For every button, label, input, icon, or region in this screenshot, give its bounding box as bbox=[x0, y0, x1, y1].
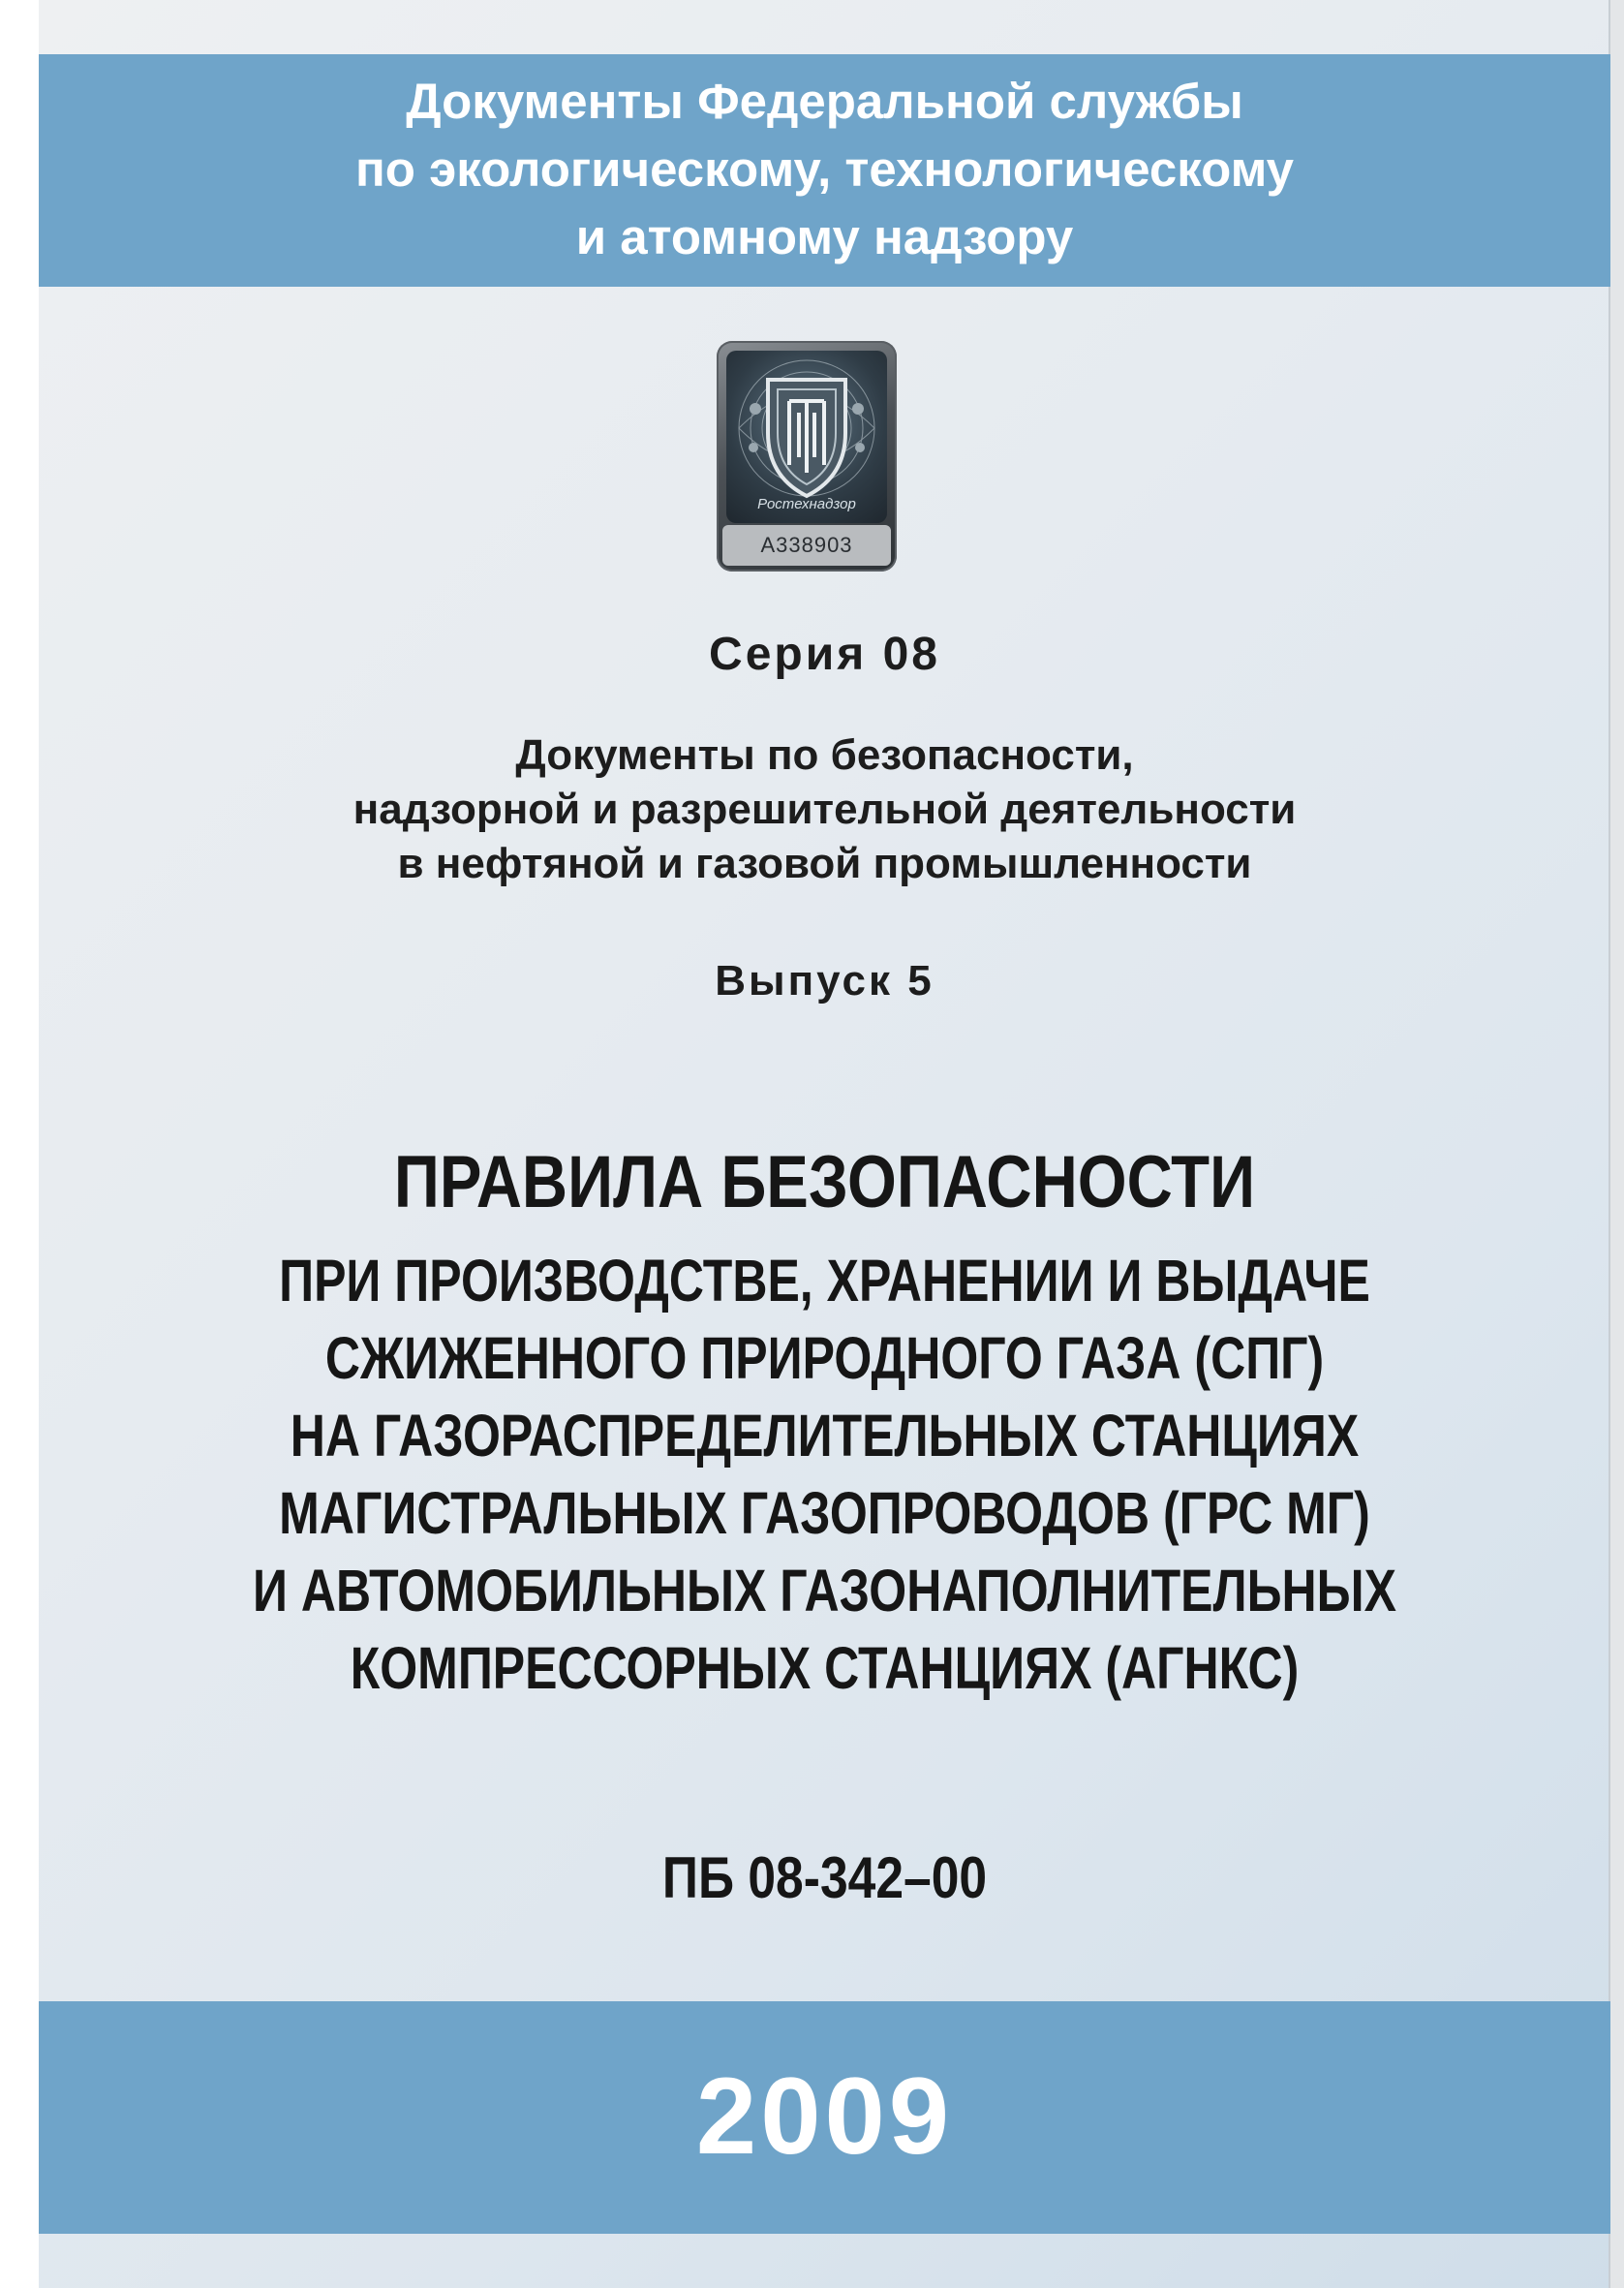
publisher-line: и атомному надзору bbox=[575, 209, 1074, 264]
document-title: ПРАВИЛА БЕЗОПАСНОСТИ bbox=[393, 1141, 1256, 1223]
series-description-line: надзорной и разрешительной деятельности bbox=[352, 786, 1297, 833]
series-description bbox=[39, 728, 1610, 891]
rostekhnadzor-hologram-logo bbox=[717, 341, 897, 572]
hologram-serial-number: А338903 bbox=[722, 525, 891, 566]
document-code: ПБ 08-342–00 bbox=[661, 1845, 988, 1910]
subtitle-line: НА ГАЗОРАСПРЕДЕЛИТЕЛЬНЫХ СТАНЦИЯХ bbox=[290, 1403, 1360, 1469]
issue-label: Выпуск 5 bbox=[715, 957, 935, 1005]
publisher-heading bbox=[39, 68, 1610, 271]
subtitle-line: ПРИ ПРОИЗВОДСТВЕ, ХРАНЕНИИ И ВЫДАЧЕ bbox=[279, 1248, 1370, 1314]
subtitle-line: СЖИЖЕННОГО ПРИРОДНОГО ГАЗА (СПГ) bbox=[324, 1325, 1325, 1391]
series-description-line: Документы по безопасности, bbox=[515, 731, 1134, 779]
series-description-line: в нефтяной и газовой промышленности bbox=[397, 840, 1252, 887]
logo-lettering: Ростехнадзор bbox=[757, 496, 856, 512]
publication-year: 2009 bbox=[695, 2056, 954, 2177]
subtitle-line: И АВТОМОБИЛЬНЫХ ГАЗОНАПОЛНИТЕЛЬНЫХ bbox=[252, 1558, 1396, 1623]
document-subtitle bbox=[180, 1242, 1469, 1707]
publisher-line: Документы Федеральной службы bbox=[406, 74, 1243, 129]
page-margin bbox=[0, 0, 39, 2288]
page-edge bbox=[1609, 0, 1624, 2288]
publisher-line: по экологическому, технологическому bbox=[354, 141, 1295, 197]
subtitle-line: МАГИСТРАЛЬНЫХ ГАЗОПРОВОДОВ (ГРС МГ) bbox=[279, 1480, 1370, 1546]
series-label: Серия 08 bbox=[709, 629, 940, 680]
subtitle-line: КОМПРЕССОРНЫХ СТАНЦИЯХ (АГНКС) bbox=[350, 1635, 1300, 1701]
